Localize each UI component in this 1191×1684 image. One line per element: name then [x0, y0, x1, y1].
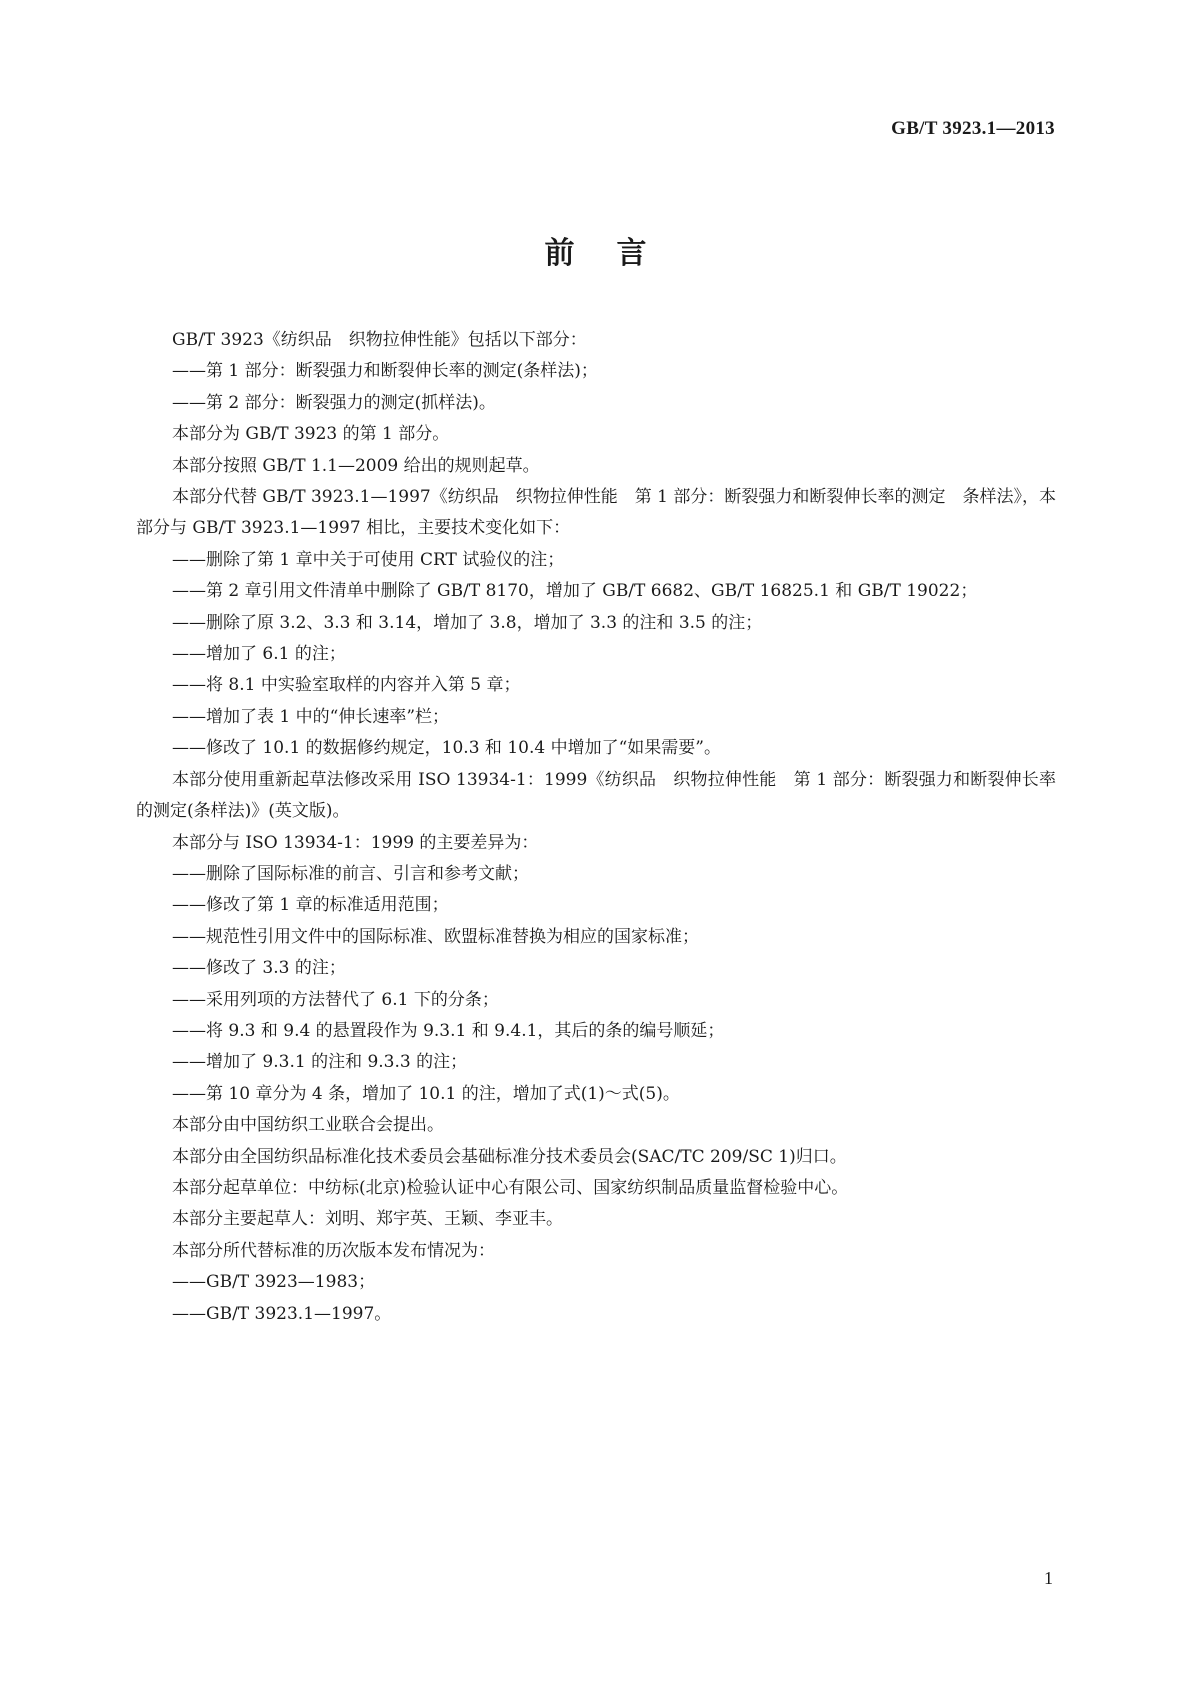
paragraph: 本部分主要起草人：刘明、郑宇英、王颖、李亚丰。 [172, 1209, 563, 1230]
paragraph: 本部分所代替标准的历次版本发布情况为： [172, 1240, 495, 1261]
paragraph: 本部分按照 GB/T 1.1—2009 给出的规则起草。 [172, 455, 540, 476]
list-item: ——删除了第 1 章中关于可使用 CRT 试验仪的注； [172, 549, 565, 570]
page-number: 1 [1044, 1568, 1053, 1588]
document-number: GB/T 3923.1—2013 [891, 118, 1055, 139]
paragraph: 本部分与 ISO 13934-1：1999 的主要差异为： [172, 832, 539, 853]
list-item: ——第 10 章分为 4 条，增加了 10.1 的注，增加了式(1)～式(5)。 [172, 1083, 680, 1104]
document-body [136, 325, 1056, 1330]
list-item: ——GB/T 3923—1983； [172, 1272, 376, 1293]
paragraph: GB/T 3923《纺织品 织物拉伸性能》包括以下部分： [172, 330, 587, 350]
paragraph: 本部分由中国纺织工业联合会提出。 [172, 1115, 444, 1136]
list-item: ——删除了原 3.2、3.3 和 3.14，增加了 3.8，增加了 3.3 的注和 3.5 的注； [172, 612, 763, 633]
list-item: ——增加了 9.3.1 的注和 9.3.3 的注； [172, 1052, 468, 1073]
paragraph: 本部分由全国纺织品标准化技术委员会基础标准分技术委员会(SAC/TC 209/SC 1)归口。 [172, 1146, 847, 1167]
list-item: ——GB/T 3923.1—1997。 [172, 1303, 392, 1324]
list-item: ——修改了 3.3 的注； [172, 958, 346, 979]
list-item: ——将 8.1 中实验室取样的内容并入第 5 章； [172, 675, 521, 696]
paragraph: 本部分为 GB/T 3923 的第 1 部分。 [172, 424, 450, 445]
list-item: ——将 9.3 和 9.4 的悬置段作为 9.3.1 和 9.4.1，其后的条的编号顺延； [172, 1020, 725, 1041]
list-item: ——第 1 部分：断裂强力和断裂伸长率的测定(条样法)； [172, 361, 598, 382]
list-item: ——修改了 10.1 的数据修约规定，10.3 和 10.4 中增加了“如果需要”。 [172, 738, 721, 759]
paragraph: 本部分使用重新起草法修改采用 ISO 13934-1：1999《纺织品 织物拉伸性能 第 1 部分：断裂强力和断裂伸长率的测定(条样法)》(英文版)。 [136, 769, 1056, 822]
list-item: ——规范性引用文件中的国际标准、欧盟标准替换为相应的国家标准； [172, 926, 699, 947]
list-item: ——增加了表 1 中的“伸长速率”栏； [172, 706, 450, 727]
page-title: 前言 [544, 236, 689, 271]
list-item: ——增加了 6.1 的注； [172, 644, 346, 665]
list-item: ——修改了第 1 章的标准适用范围； [172, 895, 449, 916]
paragraph: 本部分起草单位：中纺标(北京)检验认证中心有限公司、国家纺织制品质量监督检验中心。 [172, 1177, 849, 1198]
paragraph: 本部分代替 GB/T 3923.1—1997《纺织品 织物拉伸性能 第 1 部分：断裂强力和断裂伸长率的测定 条样法》，本部分与 GB/T 3923.1—1997 相比，主要技术变化如下： [136, 487, 1056, 539]
list-item: ——第 2 部分：断裂强力的测定(抓样法)。 [172, 392, 496, 413]
list-item: ——采用列项的方法替代了 6.1 下的分条； [172, 989, 499, 1010]
list-item: ——删除了国际标准的前言、引言和参考文献； [172, 863, 529, 884]
list-item: ——第 2 章引用文件清单中删除了 GB/T 8170，增加了 GB/T 6682、GB/T 16825.1 和 GB/T 19022； [172, 581, 978, 602]
